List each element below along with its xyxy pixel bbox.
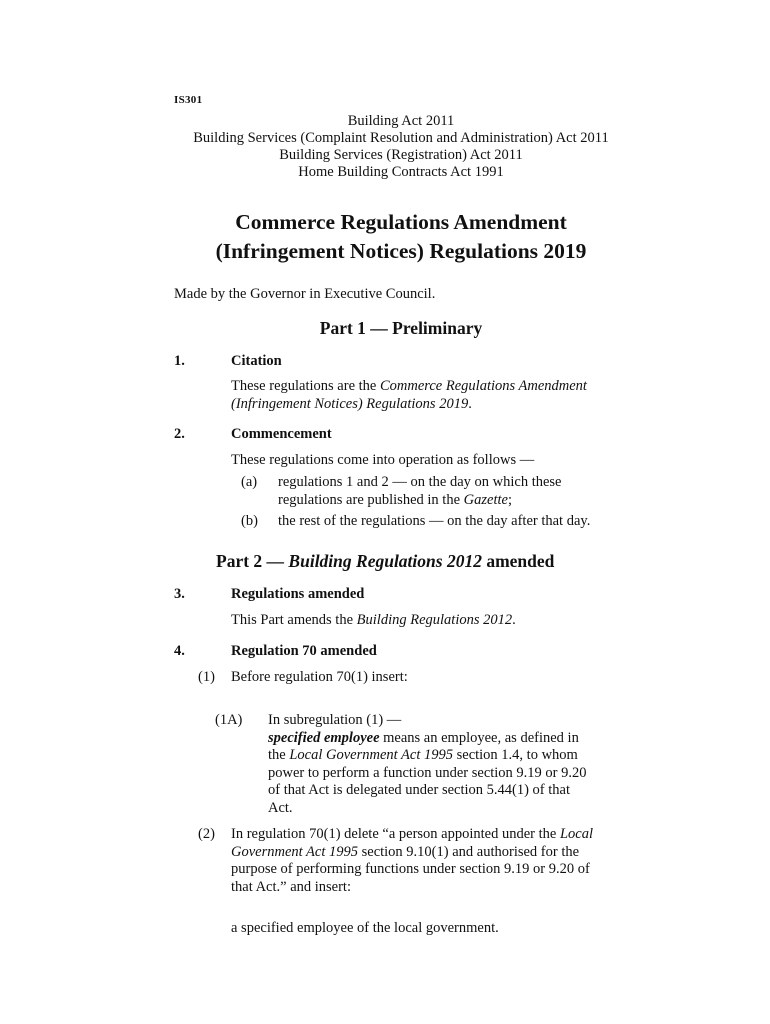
text-run: section 1.4, to whom — [452, 747, 578, 763]
inserted-subregulation-label: (1A) — [215, 712, 243, 728]
inserted-subregulation-text — [268, 712, 618, 817]
title-line: (Infringement Notices) Regulations 2019 — [215, 239, 587, 263]
text-run: (Infringement Notices) Regulations 2019 — [231, 395, 469, 412]
acts-list — [0, 113, 770, 181]
text-run: This Part amends the — [231, 612, 357, 628]
text-run: Gazette — [463, 491, 508, 508]
text-run: Act. — [268, 799, 293, 816]
section-heading: Citation — [231, 353, 282, 369]
text-run: These regulations are the — [231, 378, 380, 394]
act-line: Building Act 2011 — [347, 113, 455, 129]
act-line: Building Services (Complaint Resolution and Administration) Act 2011 — [193, 130, 609, 146]
document-title — [0, 208, 770, 266]
text-run: that Act.” and insert: — [231, 878, 351, 895]
section-heading: Regulations amended — [231, 586, 365, 602]
section-text: These regulations come into operation as follows — — [231, 452, 535, 468]
text-run: section 9.10(1) and authorised for the — [357, 843, 580, 860]
section-heading: Commencement — [231, 426, 332, 442]
part1-heading: Part 1 — Preliminary — [319, 318, 483, 338]
paragraph-text — [278, 474, 618, 509]
text-run: . — [512, 612, 516, 628]
section-number: 1. — [174, 353, 185, 369]
section-number: 3. — [174, 586, 185, 602]
text-run: of that Act is delegated under section 5.44(1) of that — [268, 782, 570, 798]
text-run: In regulation 70(1) delete “a person appointed under the — [231, 826, 560, 842]
paragraph-text: the rest of the regulations — on the day after that day. — [278, 513, 591, 529]
text-run: In subregulation (1) — — [268, 712, 402, 728]
text-run: power to perform a function under section 9.19 or 9.20 — [268, 764, 587, 781]
subregulation-text: Before regulation 70(1) insert: — [231, 669, 408, 685]
section-heading: Regulation 70 amended — [231, 643, 377, 659]
section-number: 4. — [174, 643, 185, 659]
subregulation-text — [231, 826, 651, 896]
act-line: Home Building Contracts Act 1991 — [298, 164, 504, 180]
text-run: ; — [507, 491, 512, 508]
text-run: Part 2 — — [216, 551, 289, 571]
text-run: regulations 1 and 2 — on the day on which these — [278, 474, 562, 490]
text-run: Local Government Act 1995 — [289, 747, 453, 763]
page-code: IS301 — [174, 94, 203, 106]
subregulation-number: (2) — [198, 826, 215, 842]
title-line: Commerce Regulations Amendment — [235, 210, 567, 234]
paragraph-label: (b) — [241, 513, 258, 529]
text-run: Building Regulations 2012 — [288, 551, 482, 571]
text-run: Government Act 1995 — [231, 843, 358, 860]
section-text — [231, 378, 631, 413]
paragraph-label: (a) — [241, 474, 258, 490]
text-run: Building Regulations 2012 — [356, 612, 513, 628]
subregulation-number: (1) — [198, 669, 215, 685]
text-run: amended — [481, 551, 555, 571]
text-run: regulations are published in the — [278, 491, 464, 508]
part2-heading — [216, 551, 554, 572]
defined-term: specified employee — [268, 729, 380, 746]
text-run: means an employee, as defined in — [379, 729, 579, 746]
act-line: Building Services (Registration) Act 2011 — [279, 147, 523, 163]
made-by-statement: Made by the Governor in Executive Council. — [174, 286, 436, 302]
text-run: . — [468, 395, 472, 412]
section-text — [231, 612, 631, 630]
section-number: 2. — [174, 426, 185, 442]
text-run: purpose of performing functions under section 9.19 or 9.20 of — [231, 861, 590, 877]
text-run: the — [268, 747, 290, 763]
text-run: Commerce Regulations Amendment — [379, 378, 587, 394]
text-run: Local — [559, 826, 593, 842]
inserted-text: a specified employee of the local government. — [231, 920, 499, 936]
